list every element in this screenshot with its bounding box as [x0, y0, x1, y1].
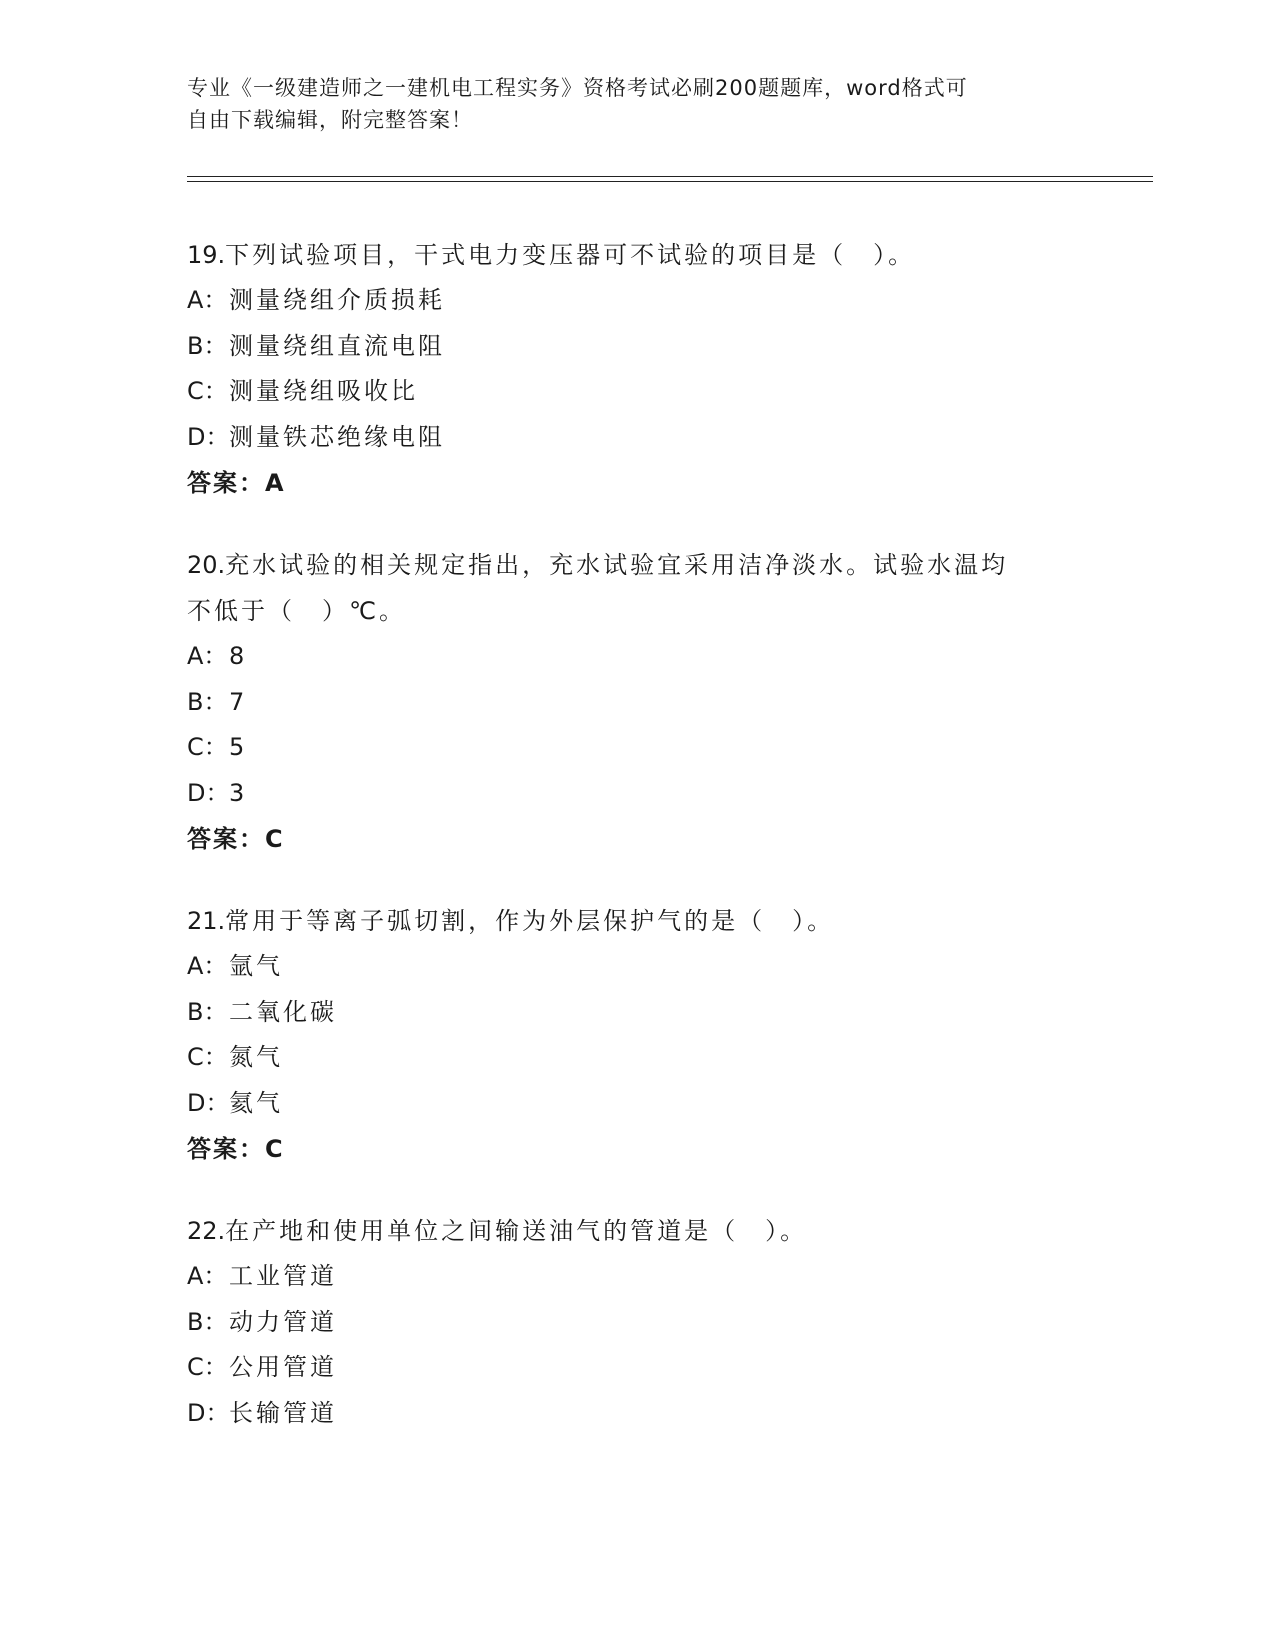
- option-text: 测量绕组直流电阻: [229, 331, 445, 360]
- answer-label: 答案：A: [187, 469, 286, 497]
- header-divider-bottom: [187, 181, 1153, 182]
- option-key: C：: [187, 733, 228, 761]
- option-text: 氦气: [229, 1088, 283, 1117]
- option-a: [187, 944, 1087, 990]
- option-a: [187, 278, 1087, 324]
- option-d: [187, 771, 1087, 817]
- option-text: 工业管道: [229, 1262, 337, 1290]
- option-key: C：: [187, 1353, 228, 1381]
- option-d: [187, 1391, 1087, 1437]
- option-key: D：: [187, 778, 230, 807]
- option-text: 测量绕组吸收比: [229, 377, 418, 405]
- option-c: [187, 725, 1087, 771]
- option-key: A：: [187, 286, 228, 314]
- option-key: C：: [187, 377, 228, 405]
- option-d: [187, 1081, 1087, 1127]
- question-stem: [187, 542, 1087, 634]
- option-key: B：: [187, 997, 228, 1026]
- option-key: B：: [187, 687, 228, 716]
- option-c: [187, 1035, 1087, 1081]
- question-stem: [187, 1208, 1087, 1254]
- option-key: B：: [187, 331, 228, 360]
- option-text: 8: [229, 642, 248, 670]
- question-text: 充水试验的相关规定指出，充水试验宜采用洁净淡水。试验水温均: [225, 551, 1009, 579]
- answer-label: 答案：C: [187, 1135, 285, 1163]
- question-text: 在产地和使用单位之间输送油气的管道是（ ）。: [225, 1217, 808, 1245]
- question-list: [187, 232, 1087, 1472]
- option-key: D：: [187, 1088, 230, 1117]
- option-text: 7: [229, 687, 248, 716]
- option-text: 5: [229, 733, 248, 761]
- question-number: 22.: [187, 1217, 226, 1245]
- option-text: 测量绕组介质损耗: [229, 286, 445, 314]
- option-text: 公用管道: [229, 1353, 337, 1381]
- question-number: 19.: [187, 241, 226, 269]
- question-text-continued: 不低于（ ）℃。: [187, 597, 406, 625]
- option-key: D：: [187, 1398, 230, 1427]
- question-text: 下列试验项目，干式电力变压器可不试验的项目是（ ）。: [225, 241, 916, 269]
- option-key: A：: [187, 642, 228, 670]
- option-key: B：: [187, 1307, 228, 1336]
- question-number: 20.: [187, 551, 226, 579]
- question-21: [187, 898, 1087, 1172]
- option-b: [187, 324, 1087, 370]
- question-text: 常用于等离子弧切割，作为外层保护气的是（ ）。: [225, 907, 835, 935]
- option-key: A：: [187, 1262, 228, 1290]
- option-d: [187, 415, 1087, 461]
- question-22: [187, 1208, 1087, 1436]
- option-key: C：: [187, 1043, 228, 1071]
- option-text: 长输管道: [229, 1398, 337, 1427]
- option-b: [187, 990, 1087, 1036]
- option-text: 二氧化碳: [229, 997, 337, 1026]
- option-b: [187, 680, 1087, 726]
- option-key: A：: [187, 952, 228, 980]
- option-text: 测量铁芯绝缘电阻: [229, 422, 445, 451]
- option-c: [187, 369, 1087, 415]
- option-text: 氩气: [229, 952, 283, 980]
- question-stem: [187, 898, 1087, 944]
- option-c: [187, 1345, 1087, 1391]
- option-text: 3: [229, 778, 248, 807]
- document-header: [187, 72, 1067, 136]
- question-20: [187, 542, 1087, 862]
- question-stem: [187, 232, 1087, 278]
- header-line-2: 自由下载编辑，附完整答案！: [187, 108, 473, 132]
- option-b: [187, 1300, 1087, 1346]
- option-a: [187, 1254, 1087, 1300]
- question-19: [187, 232, 1087, 506]
- option-text: 动力管道: [229, 1307, 337, 1336]
- question-number: 21.: [187, 907, 226, 935]
- header-line-1: 专业《一级建造师之一建机电工程实务》资格考试必刷200题题库，word格式可: [187, 76, 968, 100]
- header-divider-top: [187, 176, 1153, 177]
- option-text: 氮气: [229, 1043, 283, 1071]
- answer-label: 答案：C: [187, 825, 285, 853]
- option-a: [187, 634, 1087, 680]
- option-key: D：: [187, 422, 230, 451]
